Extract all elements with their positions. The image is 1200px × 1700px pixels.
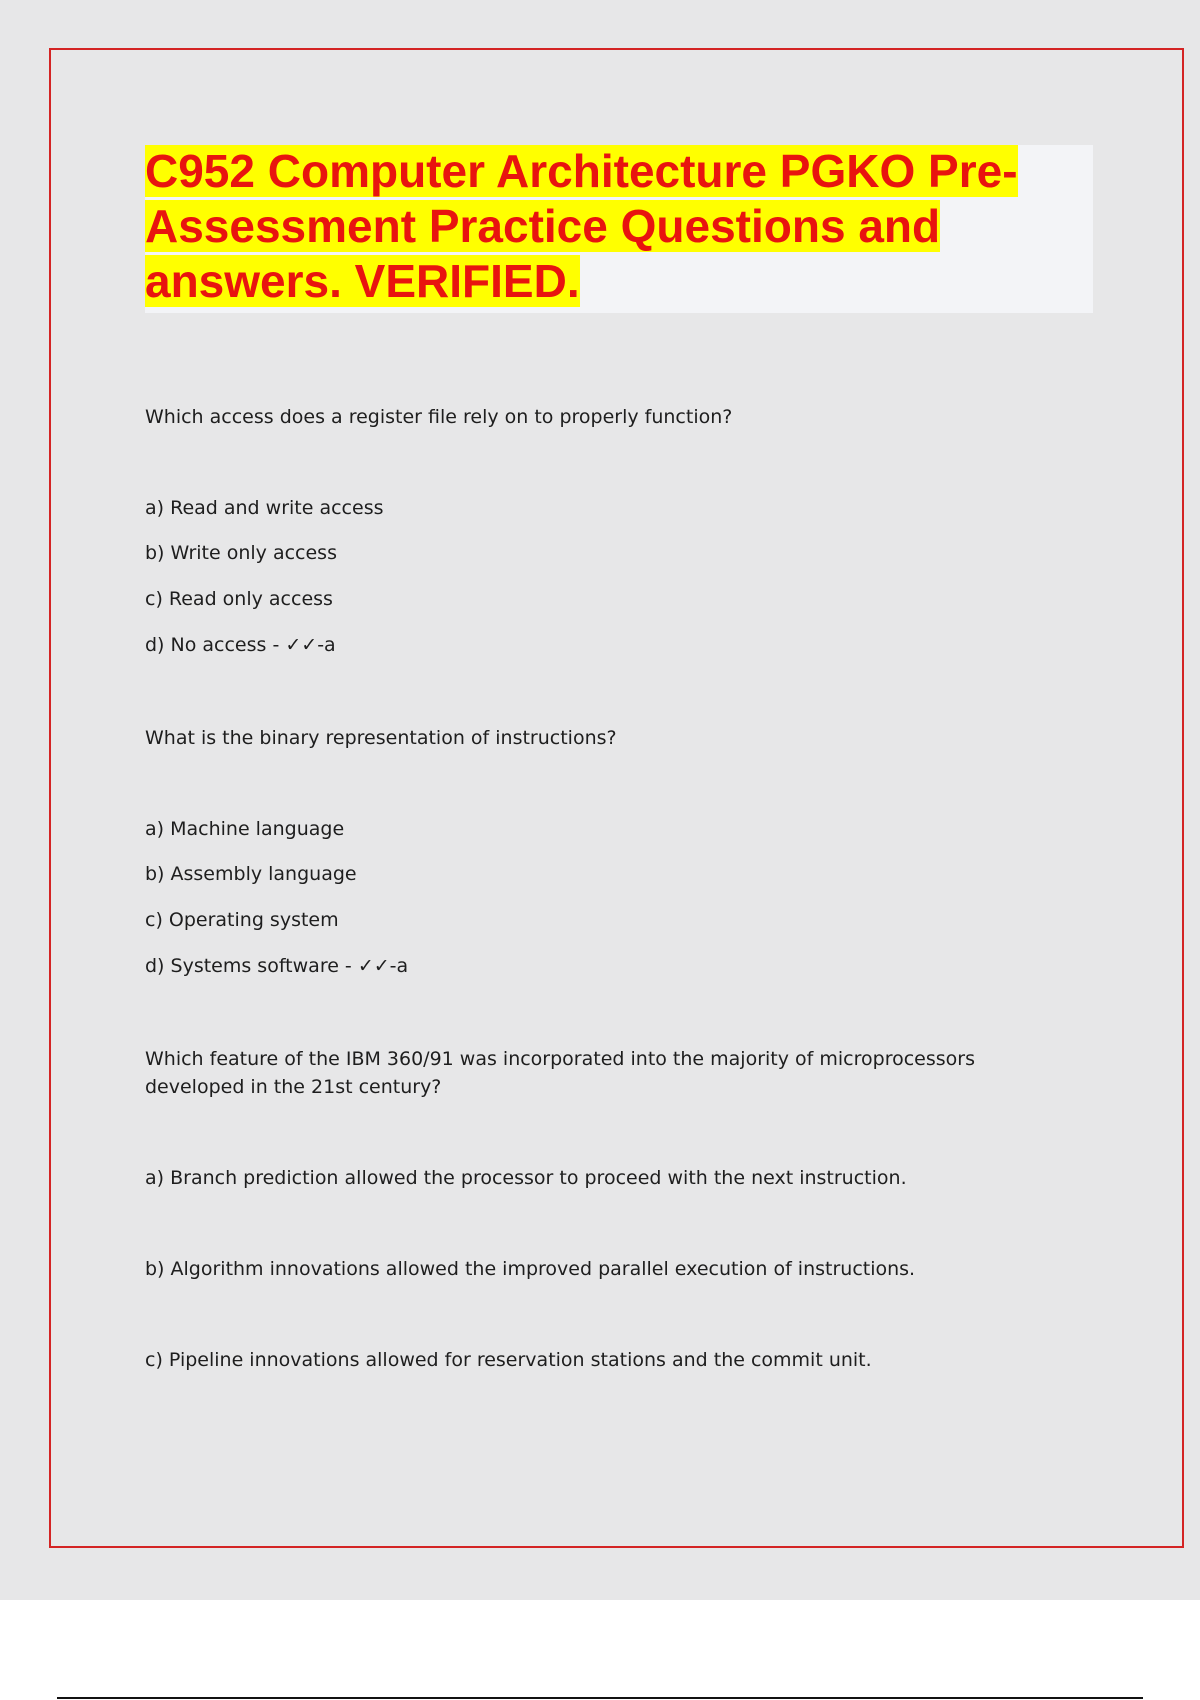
question-2-option-c: c) Operating system: [145, 909, 339, 931]
title-line-1: C952 Computer Architecture PGKO Pre-: [145, 145, 1018, 197]
question-1-prompt: Which access does a register file rely on to properly function?: [145, 406, 733, 428]
next-page-rule: [57, 1697, 1143, 1699]
title-line-2: Assessment Practice Questions and: [145, 200, 941, 252]
question-1-option-b: b) Write only access: [145, 542, 337, 564]
title-line-3: answers. VERIFIED.: [145, 255, 580, 307]
question-2-option-d: d) Systems software - ✓✓-a: [145, 955, 409, 977]
question-1-option-c: c) Read only access: [145, 588, 333, 610]
question-2-option-a: a) Machine language: [145, 818, 345, 840]
question-3-option-a: a) Branch prediction allowed the processor to proceed with the next instruction.: [145, 1167, 907, 1189]
question-2-prompt: What is the binary representation of instructions?: [145, 727, 617, 749]
question-2-option-b: b) Assembly language: [145, 863, 357, 885]
question-1-option-a: a) Read and write access: [145, 497, 384, 519]
document-title: [145, 144, 1093, 309]
question-3-prompt: Which feature of the IBM 360/91 was incorporated into the majority of microprocessors developed in the 21st century?: [145, 1048, 975, 1098]
question-1-option-d: d) No access - ✓✓-a: [145, 634, 336, 656]
question-3-option-b: b) Algorithm innovations allowed the improved parallel execution of instructions.: [145, 1258, 916, 1280]
question-3-option-c: c) Pipeline innovations allowed for reservation stations and the commit unit.: [145, 1349, 872, 1371]
